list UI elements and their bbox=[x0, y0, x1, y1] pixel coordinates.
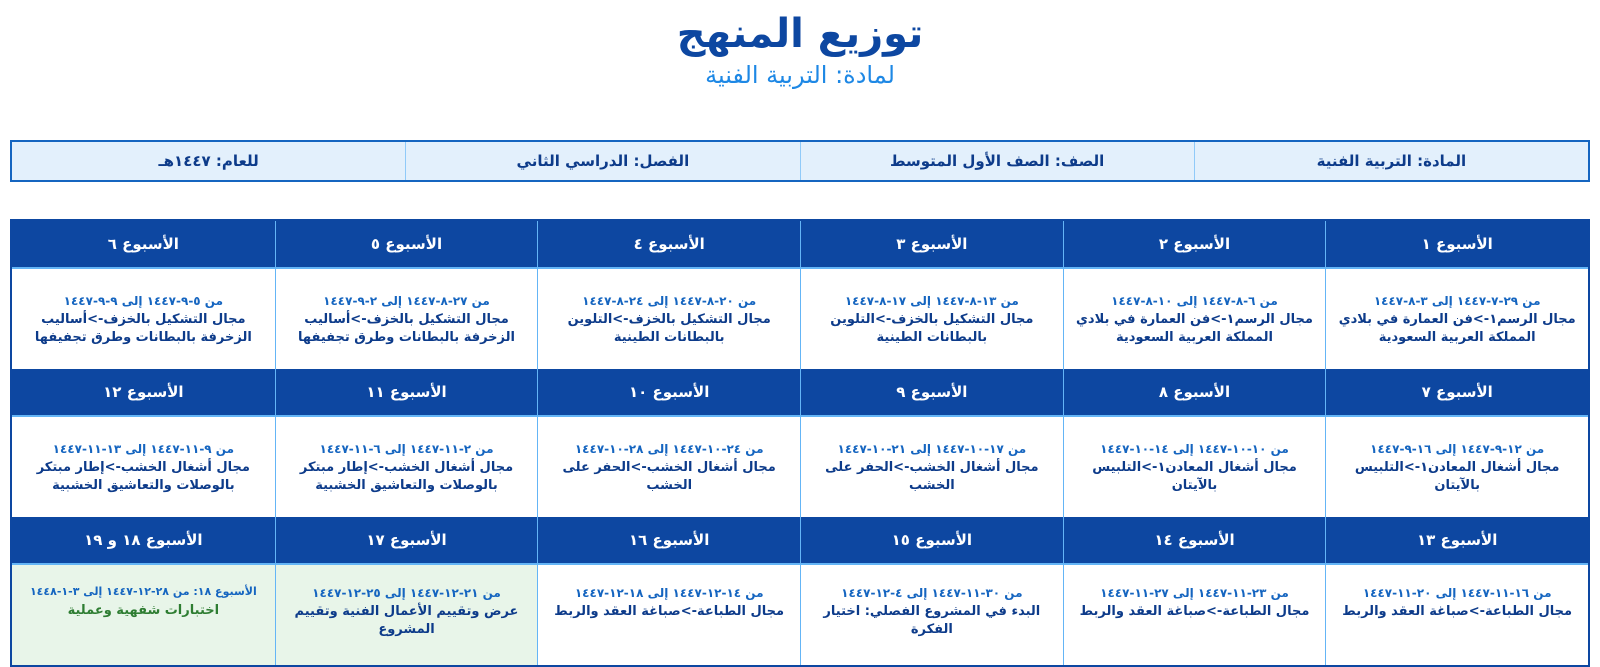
week-header: الأسبوع ٦ bbox=[12, 221, 275, 269]
week-cell bbox=[1063, 221, 1326, 369]
week-dates: من ٦-٨-١٤٤٧ إلى ١٠-٨-١٤٤٧ bbox=[1111, 294, 1278, 308]
info-term: الفصل: الدراسي الثاني bbox=[405, 142, 799, 180]
week-header: الأسبوع ١٠ bbox=[538, 369, 800, 417]
week-cell bbox=[275, 369, 538, 517]
week-header: الأسبوع ٧ bbox=[1326, 369, 1588, 417]
info-grade: الصف: الصف الأول المتوسط bbox=[800, 142, 1194, 180]
week-cell bbox=[1325, 517, 1588, 665]
page-header bbox=[0, 0, 1600, 126]
exam-title: اختبارات شفهية وعملية bbox=[67, 603, 220, 618]
week-header: الأسبوع ١٦ bbox=[538, 517, 800, 565]
week-dates: من ٢٧-٨-١٤٤٧ إلى ٢-٩-١٤٤٧ bbox=[323, 294, 490, 308]
week-topic: مجال الطباعة->صباغة العقد والربط bbox=[554, 604, 785, 619]
week-topic: عرض وتقييم الأعمال الفنية وتقييم المشروع bbox=[294, 604, 519, 637]
week-body bbox=[276, 417, 538, 517]
week-topic: مجال الطباعة->صباغة العقد والربط bbox=[1342, 604, 1573, 619]
week-dates: من ٢٠-٨-١٤٤٧ إلى ٢٤-٨-١٤٤٧ bbox=[582, 294, 757, 308]
week-topic: مجال الطباعة->صباغة العقد والربط bbox=[1079, 604, 1310, 619]
week-body bbox=[1064, 269, 1326, 369]
week-cell bbox=[800, 369, 1063, 517]
week-header: الأسبوع ١٧ bbox=[276, 517, 538, 565]
week-cell bbox=[1325, 221, 1588, 369]
week-topic: مجال الرسم١->فن العمارة في بلادي المملكة العربية السعودية bbox=[1338, 312, 1576, 345]
week-dates: من ١٠-١٠-١٤٤٧ إلى ١٤-١٠-١٤٤٧ bbox=[1100, 442, 1289, 456]
week-dates: من ٥-٩-١٤٤٧ إلى ٩-٩-١٤٤٧ bbox=[63, 294, 224, 308]
week-topic: مجال أشغال الخشب->إطار مبتكر بالوصلات والتعاشيق الخشبية bbox=[36, 460, 250, 493]
week-dates: من ١٦-١١-١٤٤٧ إلى ٢٠-١١-١٤٤٧ bbox=[1362, 586, 1552, 600]
page-subtitle: لمادة: التربية الفنية bbox=[705, 61, 895, 89]
info-bar bbox=[10, 140, 1590, 182]
week-dates: من ١٤-١٢-١٤٤٧ إلى ١٨-١٢-١٤٤٧ bbox=[574, 586, 764, 600]
week-dates: من ١٧-١٠-١٤٤٧ إلى ٢١-١٠-١٤٤٧ bbox=[837, 442, 1027, 456]
info-subject: المادة: التربية الفنية bbox=[1194, 142, 1588, 180]
week-header: الأسبوع ١٣ bbox=[1326, 517, 1588, 565]
week-dates: من ٢٤-١٠-١٤٤٧ إلى ٢٨-١٠-١٤٤٧ bbox=[574, 442, 764, 456]
week-dates: من ٢١-١٢-١٤٤٧ إلى ٢٥-١٢-١٤٤٧ bbox=[312, 586, 501, 600]
week-dates: من ٢-١١-١٤٤٧ إلى ٦-١١-١٤٤٧ bbox=[319, 442, 494, 456]
week-body bbox=[12, 565, 275, 665]
week-header: الأسبوع ٨ bbox=[1064, 369, 1326, 417]
week-cell bbox=[275, 221, 538, 369]
week-cell bbox=[275, 517, 538, 665]
week-dates: من ٢٩-٧-١٤٤٧ إلى ٣-٨-١٤٤٧ bbox=[1373, 294, 1541, 308]
week-header: الأسبوع ١٨ و ١٩ bbox=[12, 517, 275, 565]
week-cell bbox=[800, 517, 1063, 665]
week-dates: من ٢٣-١١-١٤٤٧ إلى ٢٧-١١-١٤٤٧ bbox=[1100, 586, 1289, 600]
weeks-grid bbox=[10, 219, 1590, 667]
week-cell bbox=[537, 369, 800, 517]
week-body bbox=[538, 269, 800, 369]
week-body bbox=[276, 565, 538, 665]
week-header: الأسبوع ٣ bbox=[801, 221, 1063, 269]
week-dates: الأسبوع ١٨: من ٢٨-١٢-١٤٤٧ إلى ٣-١-١٤٤٨ bbox=[29, 585, 257, 598]
week-dates: من ١٣-٨-١٤٤٧ إلى ١٧-٨-١٤٤٧ bbox=[844, 294, 1019, 308]
week-topic: مجال أشغال الخشب->الحفر على الخشب bbox=[825, 460, 1039, 493]
week-topic: مجال أشغال المعادن١->التلبيس بالآيتان bbox=[1092, 460, 1297, 493]
week-body bbox=[801, 269, 1063, 369]
week-header: الأسبوع ٤ bbox=[538, 221, 800, 269]
week-header: الأسبوع ١ bbox=[1326, 221, 1588, 269]
week-cell bbox=[800, 221, 1063, 369]
week-header: الأسبوع ١١ bbox=[276, 369, 538, 417]
week-header: الأسبوع ١٢ bbox=[12, 369, 275, 417]
week-body bbox=[801, 565, 1063, 665]
week-dates: من ٣٠-١١-١٤٤٧ إلى ٤-١٢-١٤٤٧ bbox=[841, 586, 1023, 600]
week-cell bbox=[1063, 517, 1326, 665]
week-body bbox=[1326, 565, 1588, 665]
week-topic: مجال أشغال الخشب->الحفر على الخشب bbox=[562, 460, 776, 493]
week-body bbox=[276, 269, 538, 369]
week-cell bbox=[1063, 369, 1326, 517]
week-topic: مجال التشكيل بالخزف->أساليب الزخرفة بالبطانات وطرق تجفيفها bbox=[34, 312, 252, 345]
week-cell bbox=[1325, 369, 1588, 517]
week-body bbox=[1064, 417, 1326, 517]
week-body bbox=[801, 417, 1063, 517]
week-topic: مجال الرسم١->فن العمارة في بلادي المملكة العربية السعودية bbox=[1076, 312, 1313, 345]
week-header: الأسبوع ١٤ bbox=[1064, 517, 1326, 565]
week-body bbox=[1326, 269, 1588, 369]
week-dates: من ٩-١١-١٤٤٧ إلى ١٣-١١-١٤٤٧ bbox=[52, 442, 235, 456]
week-cell bbox=[12, 221, 275, 369]
week-topic: البدء في المشروع الفصلي: اختيار الفكرة bbox=[823, 604, 1041, 637]
week-cell bbox=[537, 517, 800, 665]
info-year: للعام: ١٤٤٧هـ bbox=[158, 152, 259, 170]
week-body bbox=[1326, 417, 1588, 517]
week-header: الأسبوع ١٥ bbox=[801, 517, 1063, 565]
week-header: الأسبوع ٩ bbox=[801, 369, 1063, 417]
page-title: توزيع المنهج bbox=[676, 11, 924, 57]
week-cell bbox=[12, 369, 275, 517]
week-body bbox=[12, 269, 275, 369]
week-topic: مجال أشغال الخشب->إطار مبتكر بالوصلات والتعاشيق الخشبية bbox=[299, 460, 514, 493]
week-header: الأسبوع ٢ bbox=[1064, 221, 1326, 269]
week-dates: من ١٢-٩-١٤٤٧ إلى ١٦-٩-١٤٤٧ bbox=[1370, 442, 1545, 456]
week-body bbox=[538, 417, 800, 517]
week-topic: مجال التشكيل بالخزف->أساليب الزخرفة بالبطانات وطرق تجفيفها bbox=[298, 312, 515, 345]
week-cell bbox=[537, 221, 800, 369]
week-cell bbox=[12, 517, 275, 665]
week-topic: مجال التشكيل بالخزف->التلوين بالبطانات الطينية bbox=[830, 312, 1034, 345]
week-topic: مجال التشكيل بالخزف->التلوين بالبطانات الطينية bbox=[567, 312, 771, 345]
week-body bbox=[538, 565, 800, 665]
week-topic: مجال أشغال المعادن١->التلبيس بالآيتان bbox=[1354, 460, 1560, 493]
week-header: الأسبوع ٥ bbox=[276, 221, 538, 269]
week-body bbox=[1064, 565, 1326, 665]
week-body bbox=[12, 417, 275, 517]
